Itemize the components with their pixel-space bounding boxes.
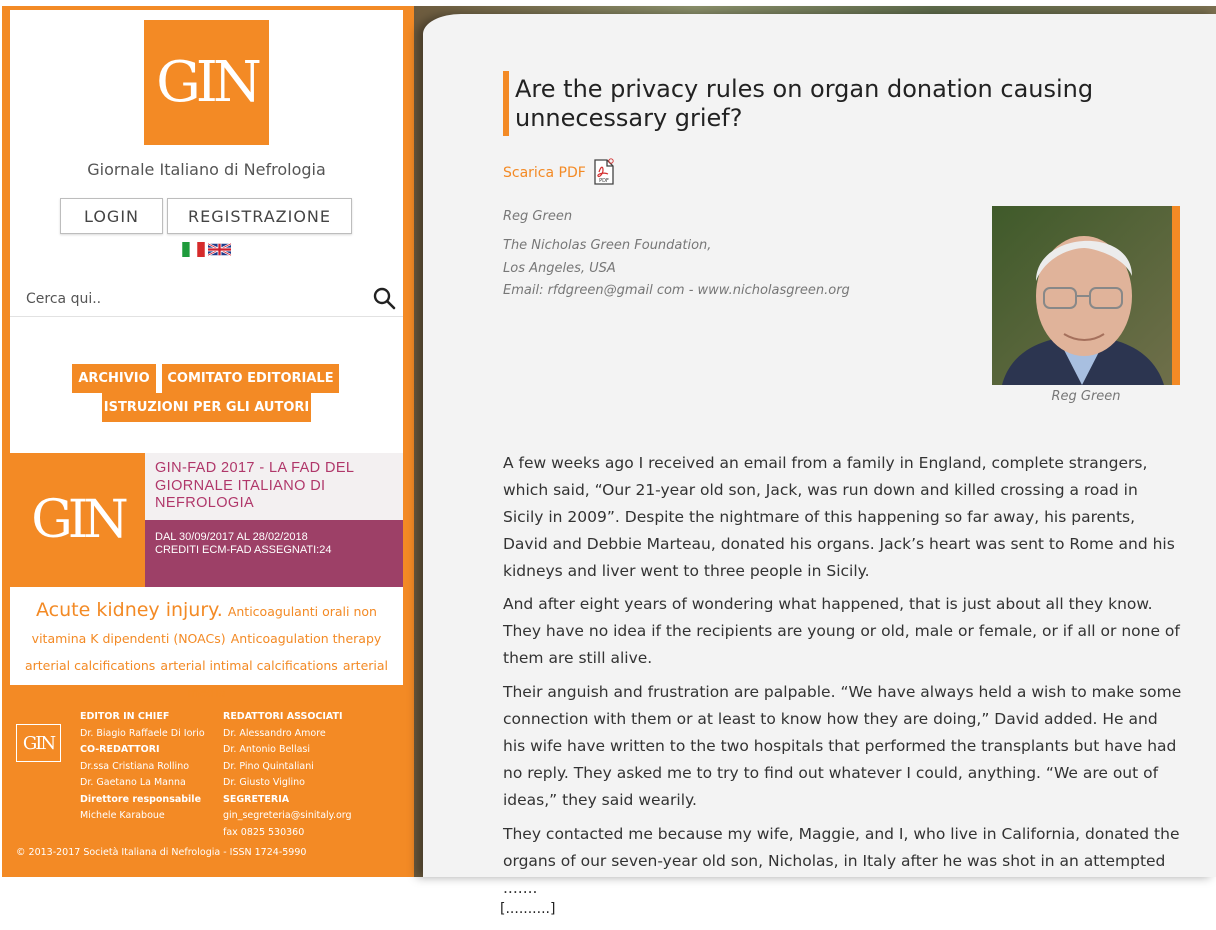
- author-photo: [992, 206, 1172, 385]
- footer-logo: GIN: [16, 724, 61, 762]
- login-button[interactable]: LOGIN: [60, 198, 163, 234]
- copyright: © 2013-2017 Società Italiana di Nefrologia - ISSN 1724-5990: [16, 847, 307, 858]
- fad-credits: CREDITI ECM-FAD ASSEGNATI:24: [155, 544, 332, 556]
- search-bar: [10, 281, 403, 317]
- nav-comitato-editoriale[interactable]: COMITATO EDITORIALE: [162, 364, 339, 393]
- search-input[interactable]: [26, 287, 346, 311]
- footer-entry: gin_segreteria@sinitaly.org: [223, 810, 352, 821]
- footer-entry: Dr.ssa Cristiana Rollino: [80, 760, 190, 772]
- footer-entry: Dr. Giusto Viglino: [223, 777, 305, 788]
- author-affiliation: The Nicholas Green Foundation,: [503, 238, 712, 253]
- author-name: Reg Green: [503, 209, 573, 224]
- download-pdf-link[interactable]: Scarica PDF: [503, 165, 586, 181]
- title-accent: [503, 71, 509, 136]
- article-paragraph: A few weeks ago I received an email from a family in England, complete strangers, which said, “Our 21-year old son, Jack, was run down and killed crossing a road in Sicily in 2009”. Despite the nightmare of this happening so far away, his parents, David and Debbie Marteau, donated his organs. Jack’s heart was sent to Rome and his kidneys and liver went to three people in Sicily.: [503, 454, 1175, 580]
- footer-entry: Dr. Antonio Bellasi: [223, 744, 310, 755]
- author-location: Los Angeles, USA: [503, 261, 616, 276]
- fad-logo: GIN: [10, 453, 145, 587]
- author-email: Email: rfdgreen@gmail com - www.nicholasgreen.org: [503, 283, 850, 298]
- fad-details: [145, 520, 403, 587]
- nav-archivio[interactable]: ARCHIVIO: [72, 364, 156, 393]
- footer-entry: Dr. Alessandro Amore: [223, 727, 326, 739]
- tag-link[interactable]: arterial calcifications: [24, 658, 156, 673]
- italian-flag-icon[interactable]: [182, 242, 205, 257]
- article-title: Are the privacy rules on organ donation causing unnecessary grief?: [515, 75, 1094, 132]
- language-switcher: [182, 242, 231, 257]
- register-button[interactable]: REGISTRAZIONE: [167, 198, 352, 234]
- article-paragraph: Their anguish and frustration are palpable. “We have always held a wish to make some connection with them or at least to know how they are doing,” David added. He and his wife have written to the two hospitals that performed the transplants but have had no reply. They asked me to try to find out whatever I could, anything. “We are out of ideas,” they said wearily.: [503, 683, 1182, 809]
- photo-caption: Reg Green: [1051, 389, 1121, 404]
- footer-entry: Dr. Biagio Raffaele Di Iorio: [80, 727, 205, 739]
- truncation-marker: [..........]: [500, 901, 556, 917]
- uk-flag-icon[interactable]: [208, 242, 231, 257]
- fad-title: GIN-FAD 2017 - LA FAD DEL GIORNALE ITALIANO DI NEFROLOGIA: [145, 453, 403, 520]
- svg-text:PDF: PDF: [599, 178, 609, 184]
- fad-dates: DAL 30/09/2017 AL 28/02/2018: [155, 531, 308, 543]
- tag-cloud: [10, 597, 403, 706]
- footer-heading: EDITOR IN CHIEF: [80, 711, 170, 722]
- article-paragraph: And after eight years of wondering what happened, that is just about all they know. They have no idea if the recipients are young or old, male or female, or if all or none of them are still alive.: [503, 595, 1180, 667]
- tag-link[interactable]: Anticoagulation therapy: [230, 631, 382, 646]
- footer-heading: REDATTORI ASSOCIATI: [223, 711, 343, 722]
- fad-banner[interactable]: [10, 453, 403, 587]
- article-paragraph: They contacted me because my wife, Maggie, and I, who live in California, donated the organs of our seven-year old son, Nicholas, in Italy after he was shot in an attempted .......: [503, 825, 1180, 897]
- footer-heading: SEGRETERIA: [223, 793, 290, 805]
- footer-associates: [223, 709, 352, 841]
- pdf-icon[interactable]: [592, 158, 616, 186]
- footer-heading: CO-REDATTORI: [80, 744, 160, 755]
- footer-entry: Dr. Gaetano La Manna: [80, 777, 186, 788]
- tag-link[interactable]: Anticoagulanti orali non vitamina K dipendenti (NOACs): [31, 604, 377, 646]
- photo-accent: [1172, 206, 1180, 385]
- footer-entry: Michele Karaboue: [80, 810, 165, 821]
- search-icon[interactable]: [372, 286, 396, 310]
- nav-istruzioni-autori[interactable]: ISTRUZIONI PER GLI AUTORI: [102, 393, 311, 422]
- journal-logo[interactable]: GIN: [144, 20, 269, 145]
- tag-link[interactable]: arterial intimal calcifications: [160, 658, 338, 673]
- footer-entry: fax 0825 530360: [223, 826, 305, 838]
- tag-link[interactable]: arterial media: [187, 658, 389, 700]
- footer-editors: [80, 709, 205, 825]
- journal-name: Giornale Italiano di Nefrologia: [87, 160, 326, 179]
- tag-link[interactable]: Acute kidney injury.: [36, 599, 223, 621]
- footer-heading: Direttore responsabile: [80, 793, 202, 805]
- footer-entry: Dr. Pino Quintaliani: [223, 760, 314, 772]
